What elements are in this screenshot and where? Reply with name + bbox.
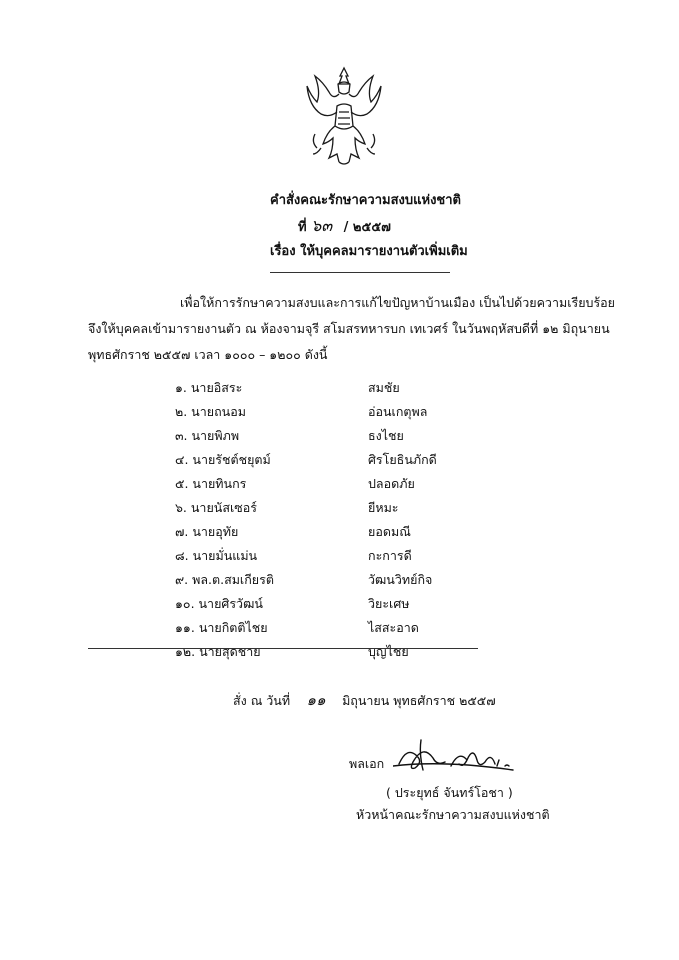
person-last-name: กะการดี [368,548,412,563]
garuda-emblem-icon [303,62,385,172]
person-last-name: ศิรโยธินภักดี [368,452,437,467]
title-divider [270,272,450,273]
document-subject: เรื่อง ให้บุคคลมารายงานตัวเพิ่มเติม [270,244,468,259]
person-last-name: ไสสะอาด [368,620,419,635]
person-first-name: ๑๒. นายสุดชาย [175,644,261,659]
person-first-name: ๘. นายมั่นแม่น [175,548,258,563]
date-rest: มิถุนายน พุทธศักราช ๒๕๕๗ [342,693,496,708]
body-line-2: จึงให้บุคคลเข้ามารายงานตัว ณ ห้องจามจุรี สโมสรทหารบก เทเวศร์ ในวันพฤหัสบดีที่ ๑๒ มิถุนายน [88,321,610,336]
body-line-3: พุทธศักราช ๒๕๕๗ เวลา ๑๐๐๐ – ๑๒๐๐ ดังนี้ [88,347,328,362]
date-day-handwritten: ๑๑ [306,691,326,709]
date-prefix: สั่ง ณ วันที่ [233,693,291,708]
person-last-name: ปลอดภัย [368,476,415,491]
order-date [233,692,496,709]
body-line-1: เพื่อให้การรักษาความสงบและการแก้ไขปัญหาบ้านเมือง เป็นไปด้วยความเรียบร้อย [180,295,616,310]
person-last-name: ธงไชย [368,428,404,443]
person-first-name: ๑. นายอิสระ [175,380,243,395]
person-last-name: ยีหมะ [368,500,399,515]
order-number [298,218,391,236]
signer-name: ( ประยุทธ์ จันทร์โอชา ) [386,785,513,800]
signature-image [393,736,523,776]
person-last-name: อ่อนเกตุพล [368,404,428,419]
person-last-name: สมชัย [368,380,400,395]
signer-rank: พลเอก [349,756,385,771]
order-number-handwritten: ๖๓ [311,216,333,235]
person-last-name: วิยะเศษ [368,596,410,611]
person-last-name: บุญไชย [368,644,409,659]
person-last-name: วัฒนวิทย์กิจ [368,572,433,587]
document-title: คำสั่งคณะรักษาความสงบแห่งชาติ [270,193,462,208]
person-first-name: ๓. นายพิภพ [175,428,240,443]
person-first-name: ๑๑. นายกิตติไชย [175,620,268,635]
person-first-name: ๕. นายทินกร [175,476,247,491]
person-first-name: ๖. นายนัสเซอร์ [175,500,257,515]
person-first-name: ๔. นายรัชต์ชยุตม์ [175,452,271,467]
order-prefix: ที่ [298,220,307,235]
person-first-name: ๑๐. นายศิรวัฒน์ [175,596,263,611]
signer-title: หัวหน้าคณะรักษาความสงบแห่งชาติ [356,807,550,822]
person-first-name: ๙. พล.ต.สมเกียรติ [175,572,274,587]
order-year: / ๒๕๕๗ [343,220,391,235]
person-first-name: ๗. นายอุทัย [175,524,239,539]
person-first-name: ๒. นายถนอม [175,404,246,419]
list-divider [88,648,478,649]
person-last-name: ยอดมณี [368,524,411,539]
